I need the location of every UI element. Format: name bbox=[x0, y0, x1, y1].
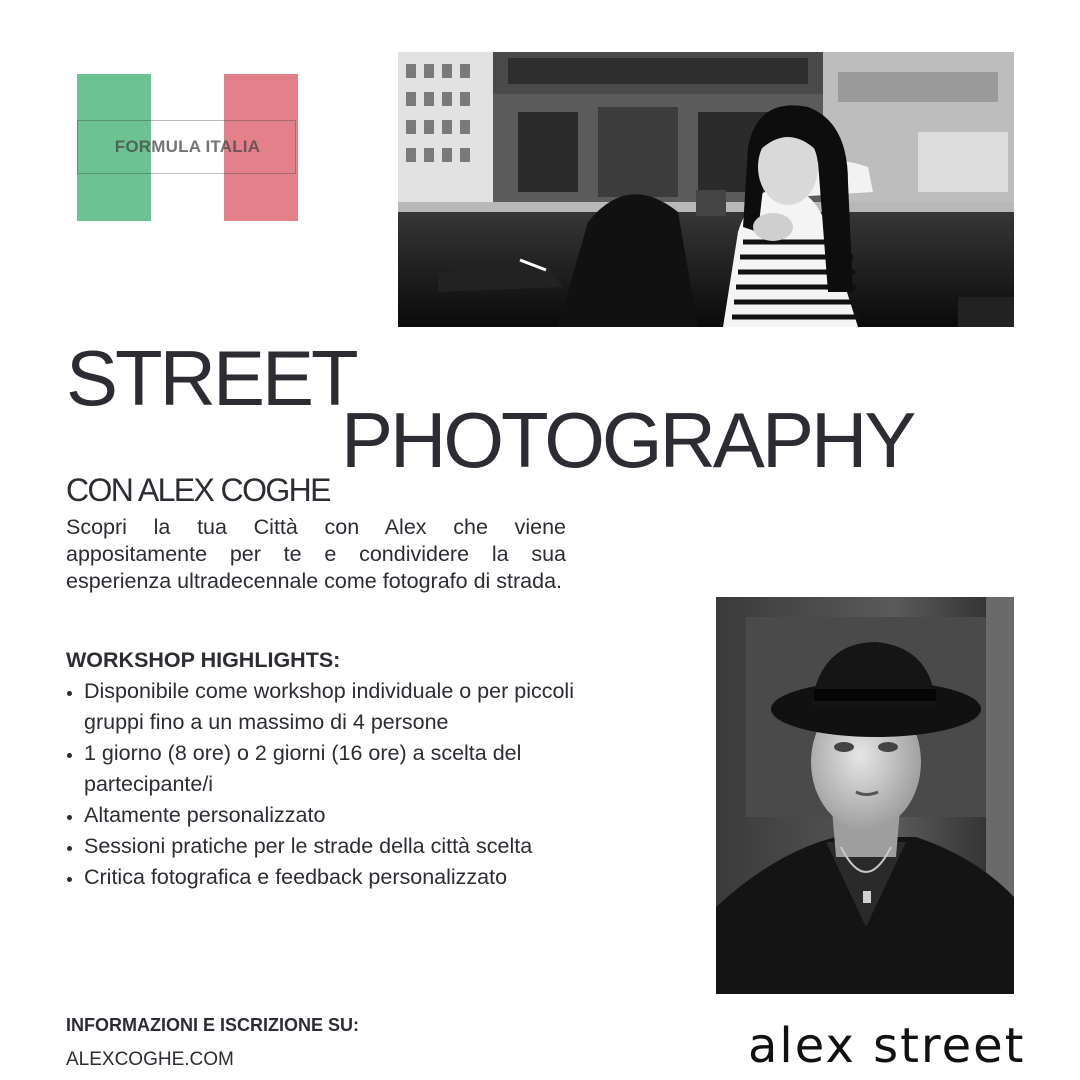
highlights-list bbox=[58, 676, 574, 893]
subtitle: CON ALEX COGHE bbox=[66, 472, 330, 508]
title-photography: PHOTOGRAPHY bbox=[341, 396, 914, 484]
list-item: • Altamente personalizzato bbox=[84, 800, 574, 831]
list-item: • Disponibile come workshop individuale o per piccoli gruppi fino a un massimo di 4 persone bbox=[84, 676, 574, 738]
portrait-photo bbox=[716, 597, 1014, 994]
intro-paragraph: Scopri la tua Città con Alex che viene appositamente per te e condividere la sua esperienza ultradecennale come fotografo di strada. bbox=[66, 515, 566, 593]
list-item: • 1 giorno (8 ore) o 2 giorni (16 ore) a scelta del partecipante/i bbox=[84, 738, 574, 800]
info-heading: INFORMAZIONI E ISCRIZIONE SU: bbox=[66, 1015, 360, 1035]
list-item: • Sessioni pratiche per le strade della città scelta bbox=[84, 831, 574, 862]
formula-italia-logo bbox=[77, 74, 298, 221]
brand-wordmark: alex street bbox=[748, 1018, 1026, 1074]
street-reflection-photo bbox=[398, 52, 1014, 327]
highlights-heading: WORKSHOP HIGHLIGHTS: bbox=[66, 648, 341, 672]
logo-text: FORMULA ITALIA bbox=[114, 137, 261, 156]
title-street: STREET bbox=[66, 334, 356, 422]
website-link[interactable]: ALEXCOGHE.COM bbox=[66, 1049, 234, 1070]
list-item: • Critica fotografica e feedback personalizzato bbox=[84, 862, 574, 893]
